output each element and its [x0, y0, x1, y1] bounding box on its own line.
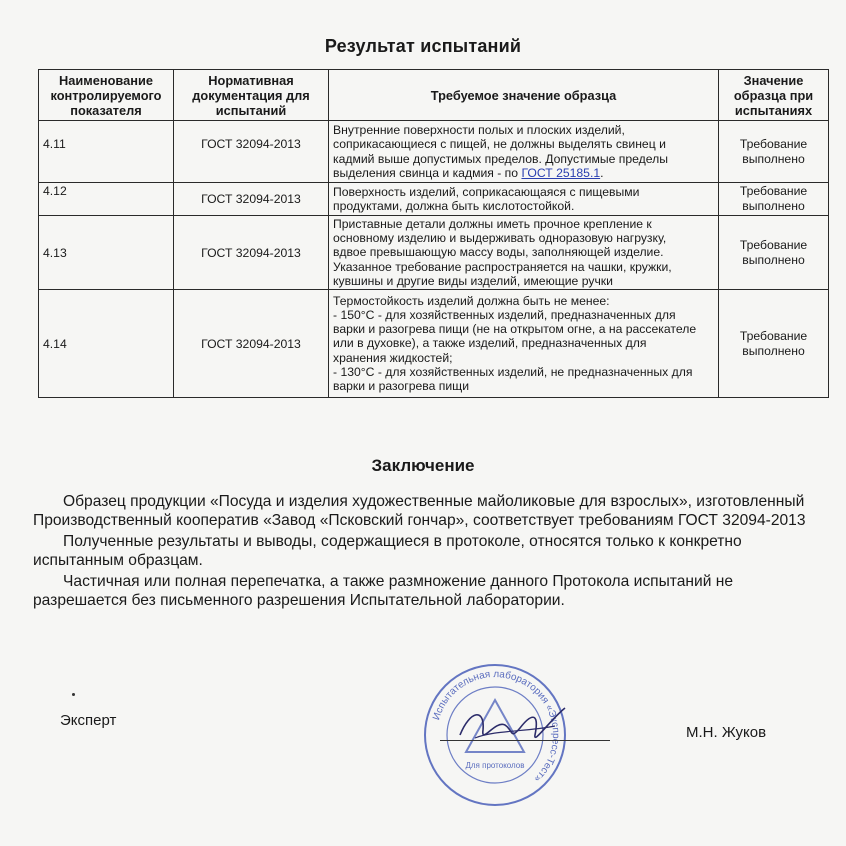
header-norm-doc: Нормативная документация для испытаний [174, 70, 329, 121]
stamp-center-text: Для протоколов [465, 761, 525, 770]
row-norm-doc: ГОСТ 32094-2013 [174, 183, 329, 216]
requirement-line: вдвое превышающую массу воды, заполняющей изделие. [333, 245, 664, 260]
row-requirement [329, 290, 719, 398]
gost-link[interactable]: ГОСТ 25185.1 [521, 165, 601, 180]
row-number: 4.12 [39, 183, 174, 216]
row-requirement [329, 216, 719, 290]
requirement-line: Внутренние поверхности полых и плоских изделий, [333, 123, 625, 138]
row-requirement [329, 183, 719, 216]
requirement-line: Поверхность изделий, соприкасающаяся с пищевыми [333, 184, 640, 199]
requirement-line: - 150°С - для хозяйственных изделий, предназначенных для [333, 308, 676, 322]
row-number: 4.11 [39, 121, 174, 183]
signature-name: М.Н. Жуков [686, 724, 767, 741]
header-required: Требуемое значение образца [329, 70, 719, 121]
row-number: 4.13 [39, 216, 174, 290]
signature-role: Эксперт [60, 712, 117, 729]
table-row [39, 183, 829, 216]
header-result: Значение образца при испытаниях [719, 70, 829, 121]
requirement-line: Указанное требование распространяется на чашки, кружки, [333, 259, 672, 274]
conclusion-paragraph: Частичная или полная перепечатка, а также размножение данного Протокола испытаний не разрешается без письменного разрешения Испытательной лаборатории. [33, 573, 734, 609]
signature-scribble [455, 700, 575, 755]
ink-dot [72, 693, 75, 696]
header-indicator: Наименование контролируемого показателя [39, 70, 174, 121]
requirement-line: основному изделию и выдерживать одноразовую нагрузку, [333, 231, 667, 246]
requirement-line: - 130°С - для хозяйственных изделий, не предназначенных для [333, 364, 693, 379]
requirement-line: Приставные детали должны иметь прочное крепление к [333, 217, 652, 231]
requirement-line [333, 166, 714, 180]
requirement-line: варки и разогрева пищи [333, 379, 470, 394]
requirement-line: или в духовке), а также изделий, предназначенных для [333, 336, 647, 351]
conclusion-body [33, 492, 813, 612]
requirement-line: соприкасающиеся с пищей, не должны выделять свинец и [333, 137, 666, 152]
row-result: Требование выполнено [719, 290, 829, 398]
row-number: 4.14 [39, 290, 174, 398]
requirement-line: Термостойкость изделий должна быть не менее: [333, 293, 610, 308]
conclusion-paragraph: Образец продукции «Посуда и изделия художественные майоликовые для взрослых», изготовленный Производственный кооператив «Завод «Псковский гончар», соответствует требованиям ГОСТ 32094-2013 [33, 493, 806, 529]
row-result: Требование выполнено [719, 216, 829, 290]
row-result: Требование выполнено [719, 183, 829, 216]
conclusion-title: Заключение [371, 456, 475, 475]
row-requirement [329, 121, 719, 183]
table-row [39, 121, 829, 183]
page-title: Результат испытаний [324, 36, 522, 56]
requirement-line: кадмий выше допустимых пределов. Допустимые пределы [333, 151, 668, 166]
requirement-text: выделения свинца и кадмия - по [333, 165, 522, 180]
row-result: Требование выполнено [719, 121, 829, 183]
requirement-line: хранения жидкостей; [333, 350, 453, 365]
row-norm-doc: ГОСТ 32094-2013 [174, 290, 329, 398]
conclusion-paragraph: Полученные результаты и выводы, содержащиеся в протоколе, относятся только к конкретно испытанным образцам. [33, 533, 742, 569]
requirement-line: продуктами, должна быть кислотостойкой. [333, 199, 575, 213]
row-norm-doc: ГОСТ 32094-2013 [174, 121, 329, 183]
table-header-row [39, 70, 829, 121]
table-row [39, 290, 829, 398]
table-row [39, 216, 829, 290]
requirement-text: . [600, 165, 604, 180]
results-table [38, 69, 829, 398]
requirement-line: кувшины и другие виды изделий, имеющие ручки [333, 273, 613, 288]
stamp-ring-text: Испытательная лаборатория «Экспресс-Тест» [431, 668, 562, 784]
row-norm-doc: ГОСТ 32094-2013 [174, 216, 329, 290]
requirement-line: варки и разогрева пищи (не на открытом огне, а на рассекателе [333, 322, 697, 337]
